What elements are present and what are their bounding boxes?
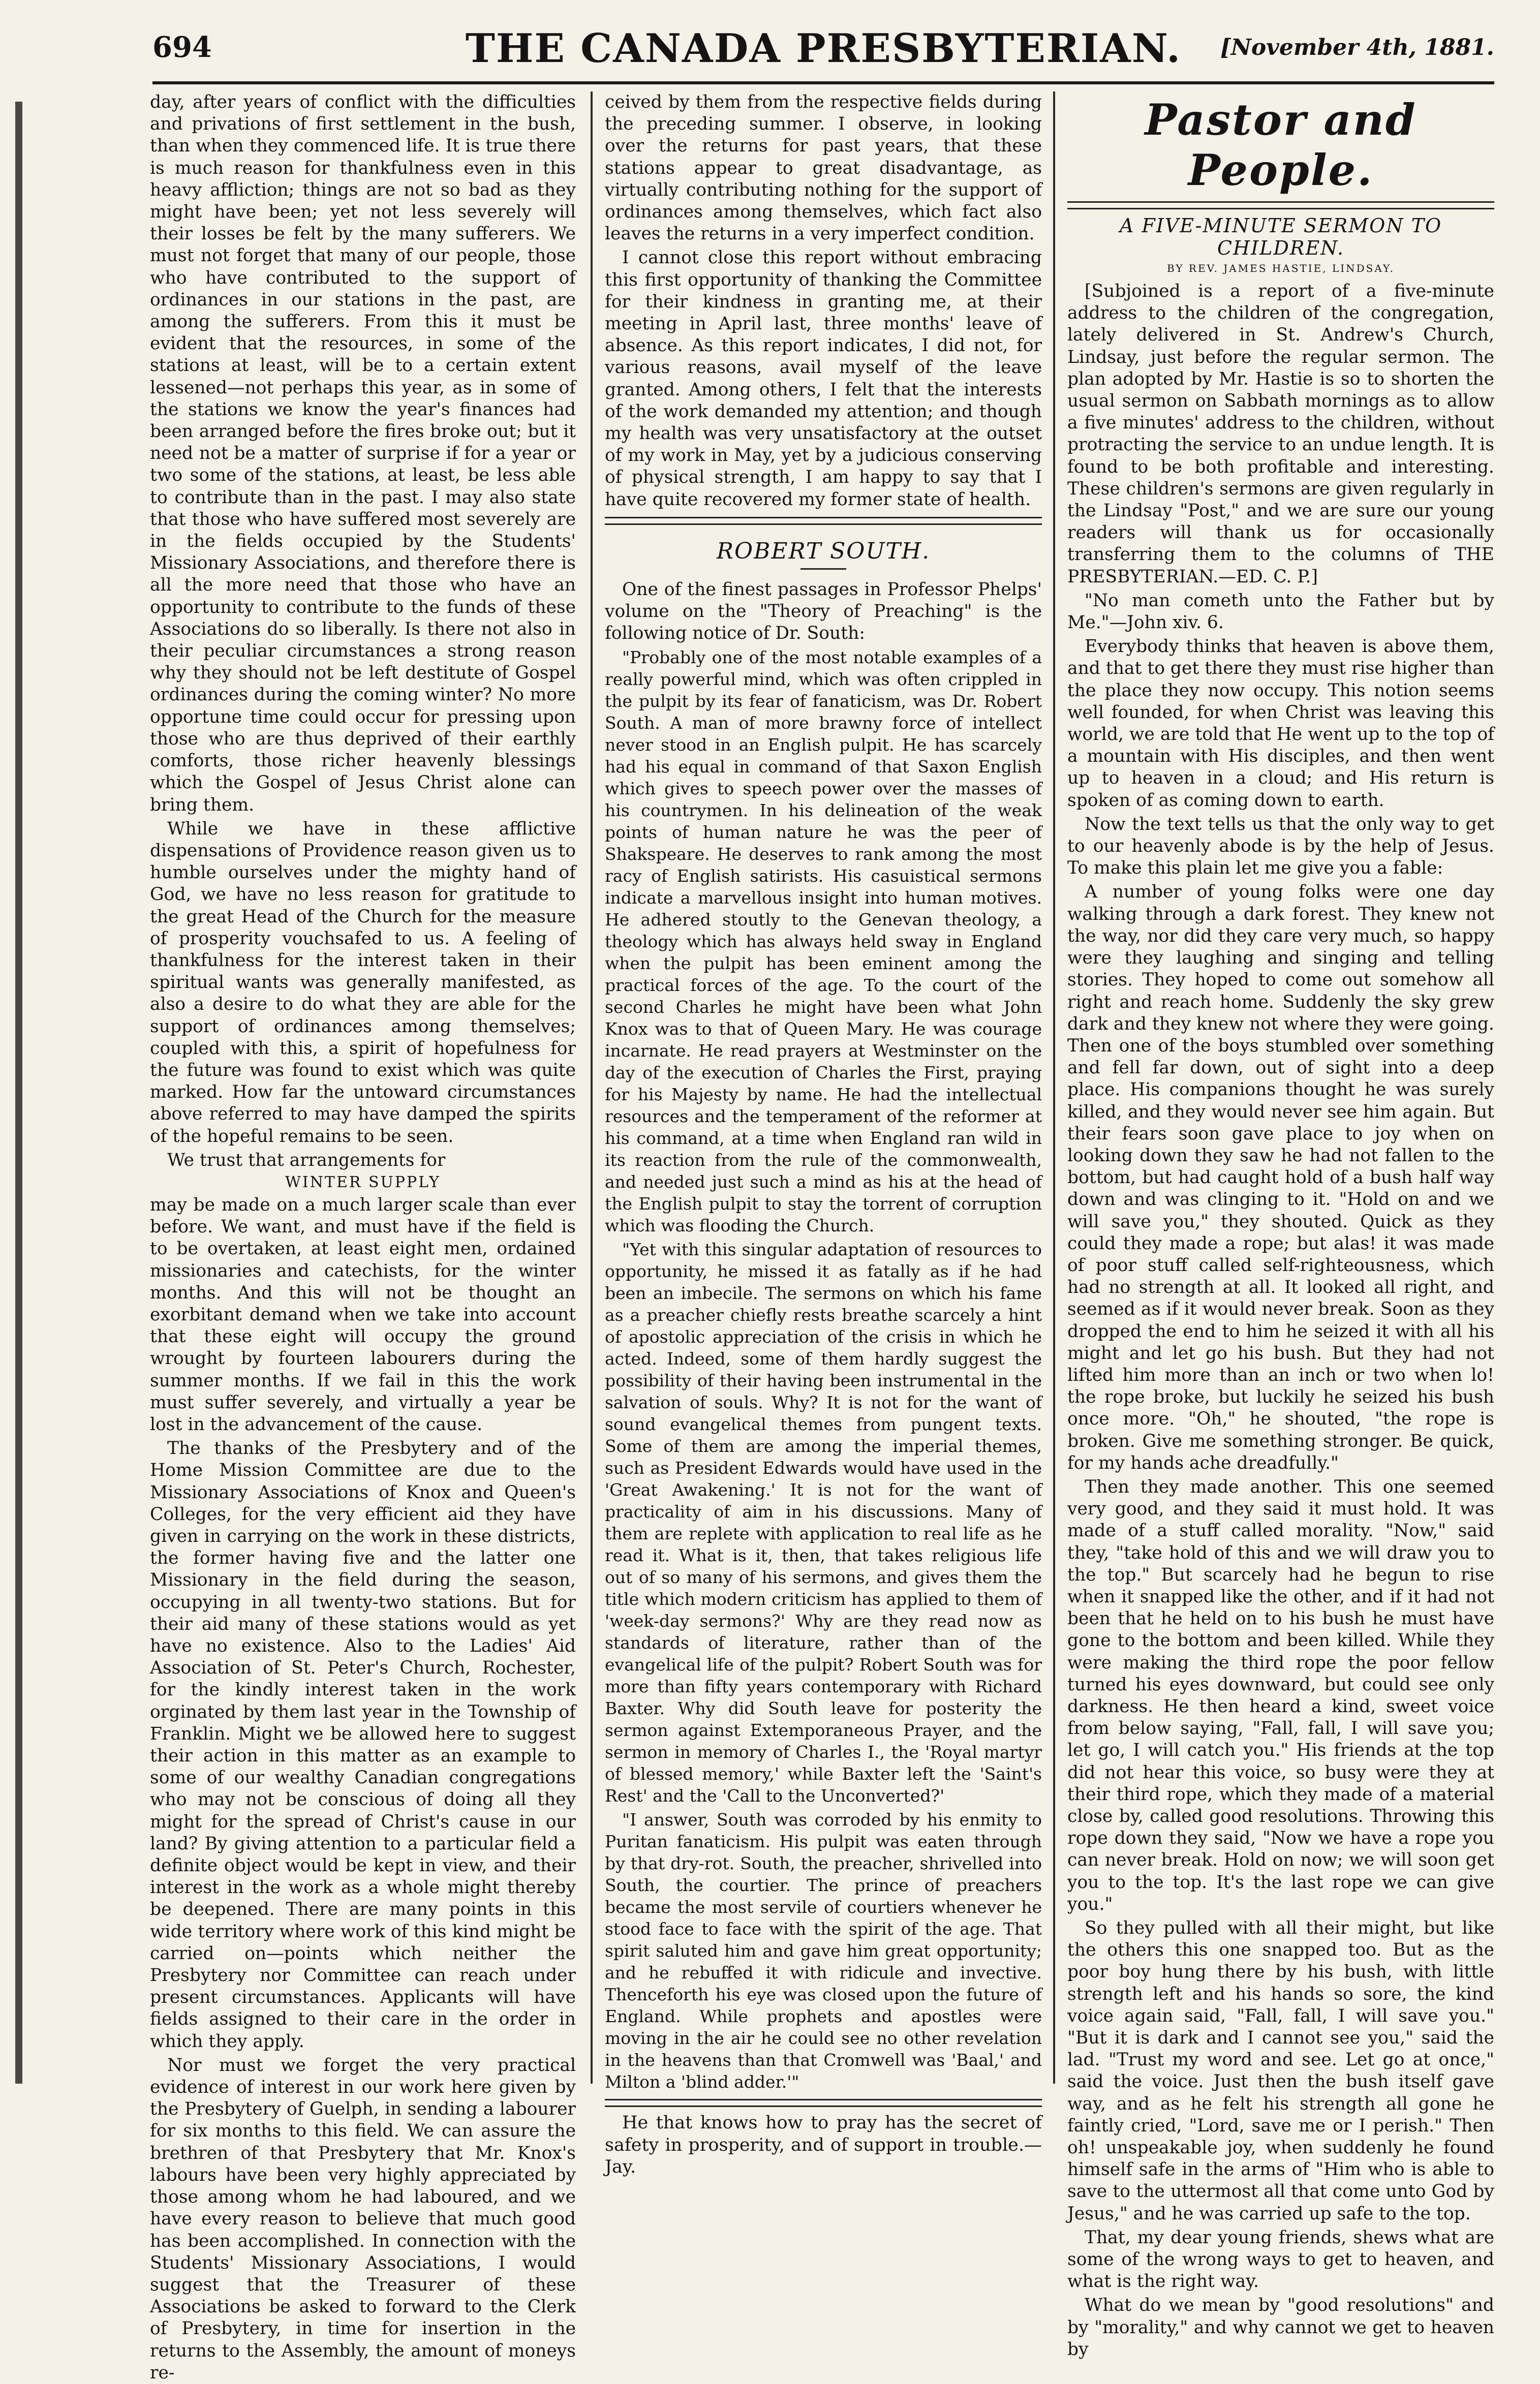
page-number: 694 <box>152 30 212 64</box>
column-rule <box>1053 91 1055 2084</box>
section-divider <box>605 2099 1042 2107</box>
paragraph: What do we mean by "good resolutions" and by "morality," and why cannot we get to heaven by <box>1067 2295 1494 2360</box>
paragraph: That, my dear young friends, shews what are some of the wrong ways to get to heaven, and what is the right way. <box>1067 2227 1494 2292</box>
paragraph: Everybody thinks that heaven is above them, and that to get there they must rise higher than the place they now occupy. This notion seems well founded, for when Christ was leaving this world, we are told that He went up to the top of a mountain with His disciples, and then went up to heaven in a cloud; and His return is spoken of as coming down to earth. <box>1067 636 1494 811</box>
title-rule <box>800 568 846 570</box>
paragraph: Now the text tells us that the only way to get to our heavenly abode is by the help of Jesus. To make this plain let me give you a fable: <box>1067 814 1494 879</box>
paragraph: Nor must we forget the very practical evidence of interest in our work here given by the Presbytery of Guelph, in sending a labourer for six months to this field. We can assure the brethren of that Presbytery that Mr. Knox's labours have been very highly appreciated by those among whom he had laboured, and we have every reason to believe that much good has been accomplished. In connection with the Students' Missionary Associations, I would suggest that the Treasurer of these Associations be asked to forward to the Clerk of Presbytery, in time for insertion in the returns to the Assembly, the amount of moneys re- <box>150 2055 576 2383</box>
paragraph: While we have in these afflictive dispensations of Providence reason given us to humble ourselves under the mighty hand of God, we have no less reason for gratitude to the great Head of the Church for the measure of prosperity vouchsafed to us. A feeling of thankfulness for the interest taken in their spiritual wants was generally manifested, as also a desire to do what they are able for the support of ordinances among themselves; coupled with this, a spirit of hopefulness for the future was found to exist which was quite marked. How far the untoward circumstances above referred to may have damped the spirits of the hopeful remains to be seen. <box>150 818 576 1147</box>
paragraph: I cannot close this report without embracing this first opportunity of thanking the Committee for their kindness in granting me, at their meeting in April last, three months' leave of absence. As this report indicates, I did not, for various reasons, avail myself of the leave granted. Among others, I felt that the interests of the work demanded my attention; and though my health was very unsatisfactory at the outset of my work in May, yet by a judicious conserving of physical strength, I am happy to say that I have quite recovered my former state of health. <box>605 247 1042 510</box>
paragraph: The thanks of the Presbytery and of the Home Mission Committee are due to the Missionary Associations of Knox and Queen's Colleges, for the very efficient aid they have given in carrying on the work in these districts, the former having five and the latter one Missionary in the field during the season, occupying in all twenty-two stations. But for their aid many of these stations would as yet have no existence. Also to the Ladies' Aid Association of St. Peter's Church, Rochester, for the kindly interest taken in the work orginated by them last year in the Township of Franklin. Might we be allowed here to suggest their action in this matter as an example to some of our wealthy Canadian congregations who may not be conscious of doing all they might for the spread of Christ's cause in our land? By giving attention to a particular field a definite object would be kept in view, and their interest in the work as a whole might thereby be deepened. There are many points in this wide territory where work of this kind might be carried on—points which neither the Presbytery nor Committee can reach under present circumstances. Applicants will have fields assigned to their care in the order in which they apply. <box>150 1438 576 2052</box>
paragraph: One of the finest passages in Professor Phelps' volume on the "Theory of Preaching" is the following notice of Dr. South: <box>605 579 1042 644</box>
quote-paragraph: "Yet with this singular adaptation of resources to opportunity, he missed it as fatally as if he had been an imbecile. The sermons on which his fame as a preacher chiefly rests breathe scarcely a hint of apostolic appreciation of the crisis in which he acted. Indeed, some of them hardly suggest the possibility of their having been instrumental in the salvation of souls. Why? It is not for the want of sound evangelical themes from pungent texts. Some of them are among the imperial themes, such as President Edwards would have used in the 'Great Awakening.' It is not for the want of practicality of aim in his discussions. Many of them are replete with application to real life as he read it. What is it, then, that takes religious life out of so many of his sermons, and gives them the title which modern criticism has applied to them of 'week-day sermons?' Why are they read now as standards of literature, rather than of the evangelical life of the pulpit? Robert South was for more than fifty years contemporary with Richard Baxter. Why did South leave for posterity the sermon against Extemporaneous Prayer, and the sermon in memory of Charles I., the 'Royal martyr of blessed memory,' while Baxter left the 'Saint's Rest' and the 'Call to the Unconverted?' <box>605 1240 1042 1806</box>
issue-date: [November 4th, 1881. <box>1220 35 1494 60</box>
section-divider <box>1067 201 1494 209</box>
paragraph: Then they made another. This one seemed very good, and they said it must hold. It was made of a stuff called morality. "Now," said they, "take hold of this and we will draw you to the top." But scarcely had he begun to rise when it snapped like the other, and if it had not been that he held on to his bush he must have gone to the bottom and been killed. While they were making the third rope the poor fellow turned his eyes downward, but could see only darkness. He then heard a kind, sweet voice from below saying, "Fall, fall, I will save you; let go, I will catch you." His friends at the top did not hear this voice, so busy were they at their third rope, which they made of a material close by, called good resolutions. Throwing this rope down they said, "Now we have a rope you can never break. Hold on now; we will soon get you to the top. It's the last rope we can give you." <box>1067 1476 1494 1914</box>
column-3 <box>1067 91 1494 2360</box>
masthead: THE CANADA PRESBYTERIAN. <box>465 25 1182 72</box>
section-title: Pastor and People. <box>1145 95 1417 195</box>
scan-edge-rule <box>15 102 22 2084</box>
article-title: A FIVE-MINUTE SERMON TO CHILDREN. <box>1119 214 1442 259</box>
header-rule <box>152 81 1494 84</box>
paragraph: may be made on a much larger scale than ever before. We want, and must have if the field is to be overtaken, at least eight men, ordained missionaries and catechists, for the winter months. And this will not be thought an exorbitant demand when we take into account that these eight will occupy the ground wrought by fourteen labourers during the summer months. If we fail in this the work must suffer severely, and virtually a year be lost in the advancement of the cause. <box>150 1194 576 1435</box>
article-title: ROBERT SOUTH. <box>716 538 931 564</box>
paragraph: ceived by them from the respective fields during the preceding summer. I observe, in looking over the returns for past years, that these stations appear to great disadvantage, as virtually contributing nothing for the support of ordinances among themselves, which fact also leaves the returns in a very imperfect condition. <box>605 92 1042 244</box>
byline: BY REV. JAMES HASTIE, LINDSAY. <box>1167 262 1395 274</box>
paragraph: day, after years of conflict with the difficulties and privations of first settlement in the bush, than when they commenced life. It is true there is much reason for thankfulness even in this heavy affliction; things are not so bad as they might have been; yet not less severely will their losses be felt by the many sufferers. We must not forget that many of our people, those who have contributed to the support of ordinances in our stations in the past, are among the sufferers. From this it must be evident that the resources, in some of the stations at least, will be to a certain extent lessened—not perhaps this year, as in some of the stations we know the year's finances had been arranged before the fires broke out; but it need not be a matter of surprise if for a year or two some of the stations, at least, be less able to contribute than in the past. I may also state that those who have suffered most severely are in the fields occupied by the Students' Missionary Associations, and therefore there is all the more need that those who have an opportunity to contribute to the funds of these Associations do so liberally. Is there not also in their peculiar circumstances a strong reason why they should not be left destitute of Gospel ordinances during the coming winter? No more opportune time could occur for pressing upon those who are thus deprived of their earthly comforts, those richer heavenly blessings which the Gospel of Jesus Christ alone can bring them. <box>150 92 576 815</box>
quote-paragraph: "I answer, South was corroded by his enmity to Puritan fanaticism. His pulpit was eaten through by that dry-rot. South, the preacher, shrivelled into South, the courtier. The prince of preachers became the most servile of courtiers whenever he stood face to face with the spirit of the age. That spirit saluted him and gave him great opportunity; and he rebuffed it with ridicule and invective. Thenceforth his eye was closed upon the future of England. While prophets and apostles were moving in the air he could see no other revelation in the heavens than that Cromwell was 'Baal,' and Milton a 'blind adder.'" <box>605 1810 1042 2092</box>
page-header <box>152 20 1494 81</box>
column-rule <box>591 91 593 2084</box>
section-divider <box>605 517 1042 525</box>
column-2 <box>605 91 1042 2177</box>
subheading: WINTER SUPPLY <box>285 1173 441 1191</box>
column-1 <box>150 91 576 2383</box>
editor-note: [Subjoined is a report of a five-minute address to the children of the congregation, lately delivered in St. Andrew's Church, Lindsay, just before the regular sermon. The plan adopted by Mr. Hastie is so to shorten the usual sermon on Sabbath mornings as to allow a five minutes' address to the children, without protracting the service to an undue length. It is found to be both profitable and interesting. These children's sermons are given regularly in the Lindsay "Post," and we are sure our young readers will thank us for occasionally transferring them to the columns of THE PRESBYTERIAN.—ED. C. P.] <box>1067 281 1494 587</box>
closing-quote: He that knows how to pray has the secret of safety in prosperity, and of support in trouble.—Jay. <box>605 2113 1042 2177</box>
paragraph: So they pulled with all their might, but like the others this one snapped too. But as the poor boy hung there by his bush, with little strength left and his hands so sore, the kind voice again said, "Fall, fall, I will save you." "But it is dark and I cannot see you," said the lad. "Trust my word and see. Let go at once," said the voice. Just then the bush itself gave way, and as he felt his strength all gone he faintly cried, "Lord, save me or I perish." Then oh! unspeakable joy, when suddenly he found himself safe in the arms of "Him who is able to save to the uttermost all that come unto God by Jesus," and he was carried up safe to the top. <box>1067 1918 1494 2224</box>
quote-paragraph: "Probably one of the most notable examples of a really powerful mind, which was often crippled in the pulpit by its fear of fanaticism, was Dr. Robert South. A man of more brawny force of intellect never stood in an English pulpit. He has scarcely had his equal in command of that Saxon English which gives to speech power over the masses of his countrymen. In his delineation of the weak points of human nature he was the peer of Shakspeare. He deserves to rank among the most racy of English satirists. His casuistical sermons indicate a marvellous insight into human motives. He adhered stoutly to the Genevan theology, a theology which has always held sway in England when the pulpit has been eminent among the practical forces of the age. To the court of the second Charles he might have been what John Knox was to that of Queen Mary. He was courage incarnate. He read prayers at Westminster on the day of the execution of Charles the First, praying for his Majesty by name. He had the intellectual resources and the temperament of the reformer at his command, at a time when England ran wild in its reaction from the rule of the commonwealth, and needed just such a mind as his at the head of the English pulpit to stay the torrent of corruption which was flooding the Church. <box>605 647 1042 1236</box>
scripture-text: "No man cometh unto the Father but by Me."—John xiv. 6. <box>1067 590 1494 633</box>
paragraph: A number of young folks were one day walking through a dark forest. They knew not the way, nor did they care very much, so happy were they laughing and singing and telling stories. They hoped to come out somehow all right and reach home. Suddenly the sky grew dark and they knew not where they were going. Then one of the boys stumbled over something and fell far down, out of sight into a deep place. His companions thought he was surely killed, and they would never see him again. But their fears soon gave place to joy when on looking down they saw he had not fallen to the bottom, but had caught hold of a bush half way down and was clinging to it. "Hold on and we will save you," they shouted. Quick as they could they made a rope; but alas! it was made of poor stuff called self-righteousness, which had no strength at all. It looked all right, and seemed as if it would never break. Soon as they dropped the end to him he seized it with all his might and let go his bush. But they had not lifted him more than an inch or two when lo! the rope broke, but luckily he seized his bush once more. "Oh," he shouted, "the rope is broken. Give me something stronger. Be quick, for my hands ache dreadfully." <box>1067 882 1494 1473</box>
paragraph: We trust that arrangements for <box>167 1150 446 1170</box>
